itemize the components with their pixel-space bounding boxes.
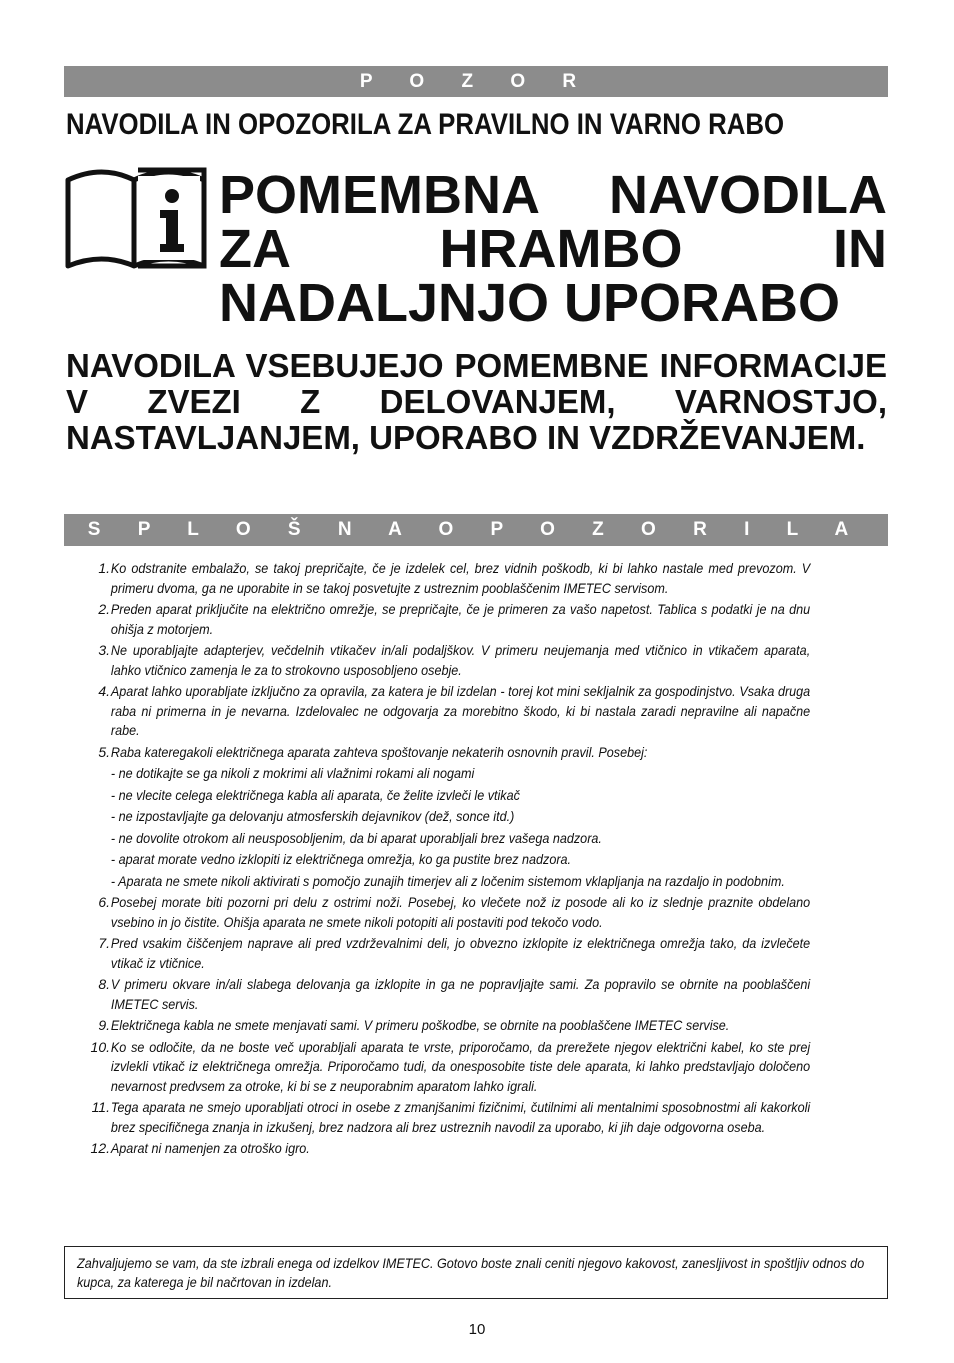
item-text: Pred vsakim čiščenjem naprave ali pred vzdrževalnimi deli, jo obvezno izklopite iz električnega omrežja tako, da izvlečete vtikač iz vtičnice. (110, 935, 811, 971)
sub-item (110, 786, 888, 806)
list-item (76, 641, 888, 680)
section-title: S P L O Š N A O P O Z O R I L A (87, 519, 865, 540)
item-text: Posebej morate biti pozorni pri delu z ostrimi noži. Posebej, ko vlečete nož iz posode ali ko iz slednje praznite obdelano vsebino in jo čistite. Ohišja aparata ne smete nikoli potopiti ali postaviti pod tekočo vodo. (110, 894, 811, 930)
item-number: 12. (90, 1140, 110, 1156)
item-text: Električnega kabla ne smete menjavati sami. V primeru poškodbe, se obrnite na pooblaščene IMETEC servise. (110, 1017, 730, 1033)
sub-item (110, 764, 888, 784)
list-item (76, 975, 888, 1014)
sub-item (110, 850, 888, 870)
item-number: 7. (98, 935, 110, 951)
list-item (76, 682, 888, 741)
list-item (76, 1038, 888, 1097)
info-book-icon (64, 166, 208, 270)
sub-item (110, 872, 888, 892)
item-number: 1. (98, 560, 110, 576)
item-number: 6. (98, 894, 110, 910)
sub-item-text: - ne dotikajte se ga nikoli z mokrimi ali vlažnimi rokami ali nogami (110, 765, 475, 781)
sub-item-text: - ne vlecite celega električnega kabla ali aparata, če želite izvleči le vtikač (110, 786, 520, 803)
sub-item-text: - aparat morate vedno izklopiti iz električnega omrežja, ko ga pustite brez nadzora. (110, 851, 572, 867)
item-text: Raba kateregakoli električnega aparata zahteva spoštovanje nekaterih osnovnih pravil. Posebej: (110, 743, 648, 760)
pozor-label: P O Z O R (359, 71, 593, 92)
item-number: 9. (98, 1017, 110, 1033)
item-text: V primeru okvare in/ali slabega delovanja ga izklopite in ga ne popravljajte sami. Za popravilo se obrnite na pooblaščeni IMETEC servis. (110, 976, 811, 1012)
item-number: 2. (98, 601, 110, 617)
item-text: Ko se odločite, da ne boste več uporabljali aparata te vrste, priporočamo, da prerežete njegov električni kabel, ko ste prej izvlekli vtikač iz električnega omrežja. Priporočamo tudi, da onesposobite tiste dele aparata, ki lahko predstavljajo določeno nevarnost predvsem za otroke, ki bi se z neuporabnim aparatom lahko igrali. (110, 1038, 811, 1094)
item-text: Ko odstranite embalažo, se takoj prepričajte, če je izdelek cel, brez vidnih poškodb, ki bi lahko nastale med prevozom. V primeru dvoma, ga ne uporabite in se takoj posvetujte z ustreznim pooblaščenim IMETEC servisom. (110, 560, 811, 596)
pozor-banner (64, 66, 888, 97)
item-text: Preden aparat priključite na električno omrežje, se prepričajte, če je primeren za vašo napetost. Tablica s podatki je na dnu ohišja z motorjem. (110, 601, 811, 637)
sub-item (110, 807, 888, 827)
item-text: Aparat lahko uporabljate izključno za opravila, za katera je bil izdelan - torej kot mini sekljalnik za gospodinjstvo. Vsaka druga raba ni primerna in je nevarna. Izdelovalec ne odgovarja za morebitno škodo, ki bi nastala zaradi nepravilne ali napačne rabe. (110, 683, 811, 738)
sub-item-text: - ne dovolite otrokom ali neusposobljenim, da bi aparat uporabljali brez vašega nadzora. (110, 829, 602, 846)
thank-you-text: Zahvaljujemo se vam, da ste izbrali enega od izdelkov IMETEC. Gotovo boste znali ceniti njegovo kakovost, zanesljivost in spoštljiv odnos do kupca, za katerega je bil načrtovan in izdelan. (77, 1255, 865, 1290)
subtitle: NAVODILA IN OPOZORILA ZA PRAVILNO IN VARNO RABO (66, 108, 785, 141)
sub-item (110, 829, 888, 849)
sub-item-text: - Aparata ne smete nikoli aktivirati s pomočjo zunajih timerjev ali z ločenim sistemom vklapljanja na razdaljo in podobnim. (110, 872, 785, 889)
list-item (76, 1139, 888, 1159)
item-number: 8. (98, 976, 110, 992)
list-item (76, 600, 888, 639)
item-text: Ne uporabljajte adapterjev, večdelnih vtikačev in/ali podaljškov. V primeru neujemanja med vtičnico in vtikačem aparata, lahko vtičnico zamenja le za to strokovno usposobljeno osebje. (110, 642, 811, 678)
item-number: 3. (98, 642, 110, 658)
list-item (76, 559, 888, 598)
list-item (76, 1016, 888, 1036)
thank-you-note (64, 1246, 888, 1299)
list-item (76, 934, 888, 973)
item-number: 10. (90, 1038, 110, 1055)
sub-item-text: - ne izpostavljajte ga delovanju atmosferskih dejavnikov (dež, sonce itd.) (110, 808, 515, 824)
item-number: 4. (98, 683, 110, 699)
page-number: 10 (468, 1321, 486, 1338)
section-banner (64, 514, 888, 546)
item-number: 5. (98, 743, 110, 760)
main-title: POMEMBNA NAVODILA ZA HRAMBO IN NADALJNJO UPORABO (219, 165, 887, 333)
item-text: Aparat ni namenjen za otroško igro. (110, 1140, 310, 1156)
list-item (76, 1098, 888, 1137)
warnings-list (76, 559, 888, 1161)
list-item (76, 743, 888, 763)
item-text: Tega aparata ne smejo uporabljati otroci in osebe z zmanjšanimi fizičnimi, čutilnimi ali mentalnimi sposobnostmi ali kakorkoli brez specifičnega znanja in izkušenj, brez nadzora ali brez ustreznih navodil za uporabo, ki jih daje odgovorna oseba. (110, 1099, 811, 1135)
item-number: 11. (91, 1099, 110, 1115)
list-item (76, 893, 888, 932)
info-text: NAVODILA VSEBUJEJO POMEMBNE INFORMACIJE V ZVEZI Z DELOVANJEM, VARNOSTJO, NASTAVLJANJEM, UPORABO IN VZDRŽEVANJEM. (66, 347, 887, 456)
